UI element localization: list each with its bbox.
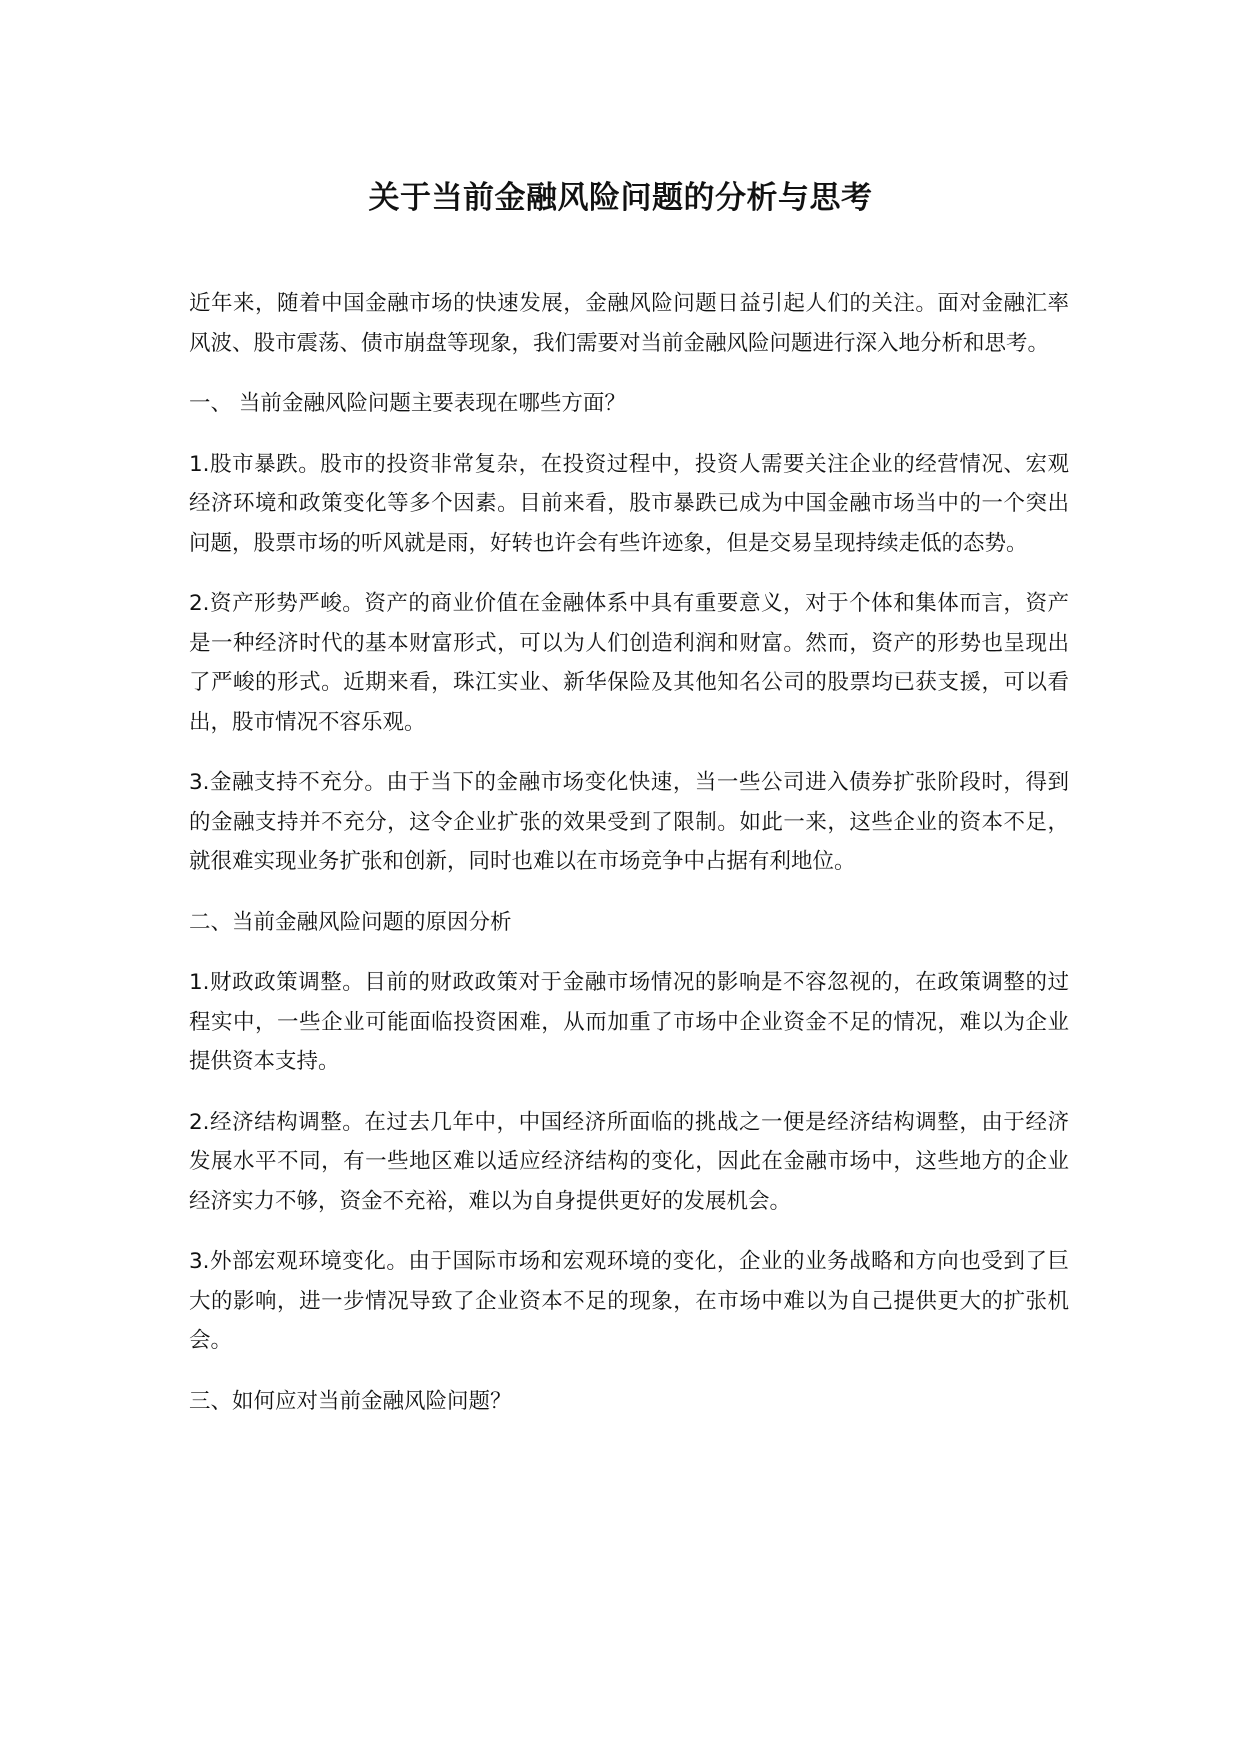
section-1-paragraph-3: 3.金融支持不充分。由于当下的金融市场变化快速，当一些公司进入债券扩张阶段时，得到的金融支持并不充分，这令企业扩张的效果受到了限制。如此一来，这些企业的资本不足，就很难实现业务扩张和创新，同时也难以在市场竞争中占据有利地位。	[189, 770, 1069, 874]
section-2-heading: 二、当前金融风险问题的原因分析	[189, 909, 512, 935]
document-title: 关于当前金融风险问题的分析与思考	[368, 180, 873, 216]
intro-paragraph: 近年来，随着中国金融市场的快速发展，金融风险问题日益引起人们的关注。面对金融汇率风波、股市震荡、债市崩盘等现象，我们需要对当前金融风险问题进行深入地分析和思考。	[189, 291, 1069, 356]
section-1-heading: 一、 当前金融风险问题主要表现在哪些方面？	[189, 391, 626, 416]
section-1-paragraph-2: 2.资产形势严峻。资产的商业价值在金融体系中具有重要意义，对于个体和集体而言，资产是一种经济时代的基本财富形式，可以为人们创造利润和财富。然而，资产的形势也呈现出了严峻的形式。近期来看，珠江实业、新华保险及其他知名公司的股票均已获支援，可以看出，股市情况不容乐观。	[189, 591, 1069, 735]
section-3-heading: 三、如何应对当前金融风险问题？	[189, 1388, 512, 1414]
document-body	[189, 284, 1069, 1442]
section-2-paragraph-2: 2.经济结构调整。在过去几年中，中国经济所面临的挑战之一便是经济结构调整，由于经济发展水平不同，有一些地区难以适应经济结构的变化，因此在金融市场中，这些地方的企业经济实力不够，资金不充裕，难以为自身提供更好的发展机会。	[189, 1109, 1069, 1214]
section-2-paragraph-1: 1.财政政策调整。目前的财政政策对于金融市场情况的影响是不容忽视的，在政策调整的过程实中，一些企业可能面临投资困难，从而加重了市场中企业资金不足的情况，难以为企业提供资本支持。	[189, 970, 1069, 1074]
section-2-paragraph-3: 3.外部宏观环境变化。由于国际市场和宏观环境的变化，企业的业务战略和方向也受到了巨大的影响，进一步情况导致了企业资本不足的现象，在市场中难以为自己提供更大的扩张机会。	[189, 1249, 1069, 1353]
section-1-paragraph-1: 1.股市暴跌。股市的投资非常复杂，在投资过程中，投资人需要关注企业的经营情况、宏观经济环境和政策变化等多个因素。目前来看，股市暴跌已成为中国金融市场当中的一个突出问题，股票市场的听风就是雨，好转也许会有些许迹象，但是交易呈现持续走低的态势。	[189, 451, 1069, 556]
